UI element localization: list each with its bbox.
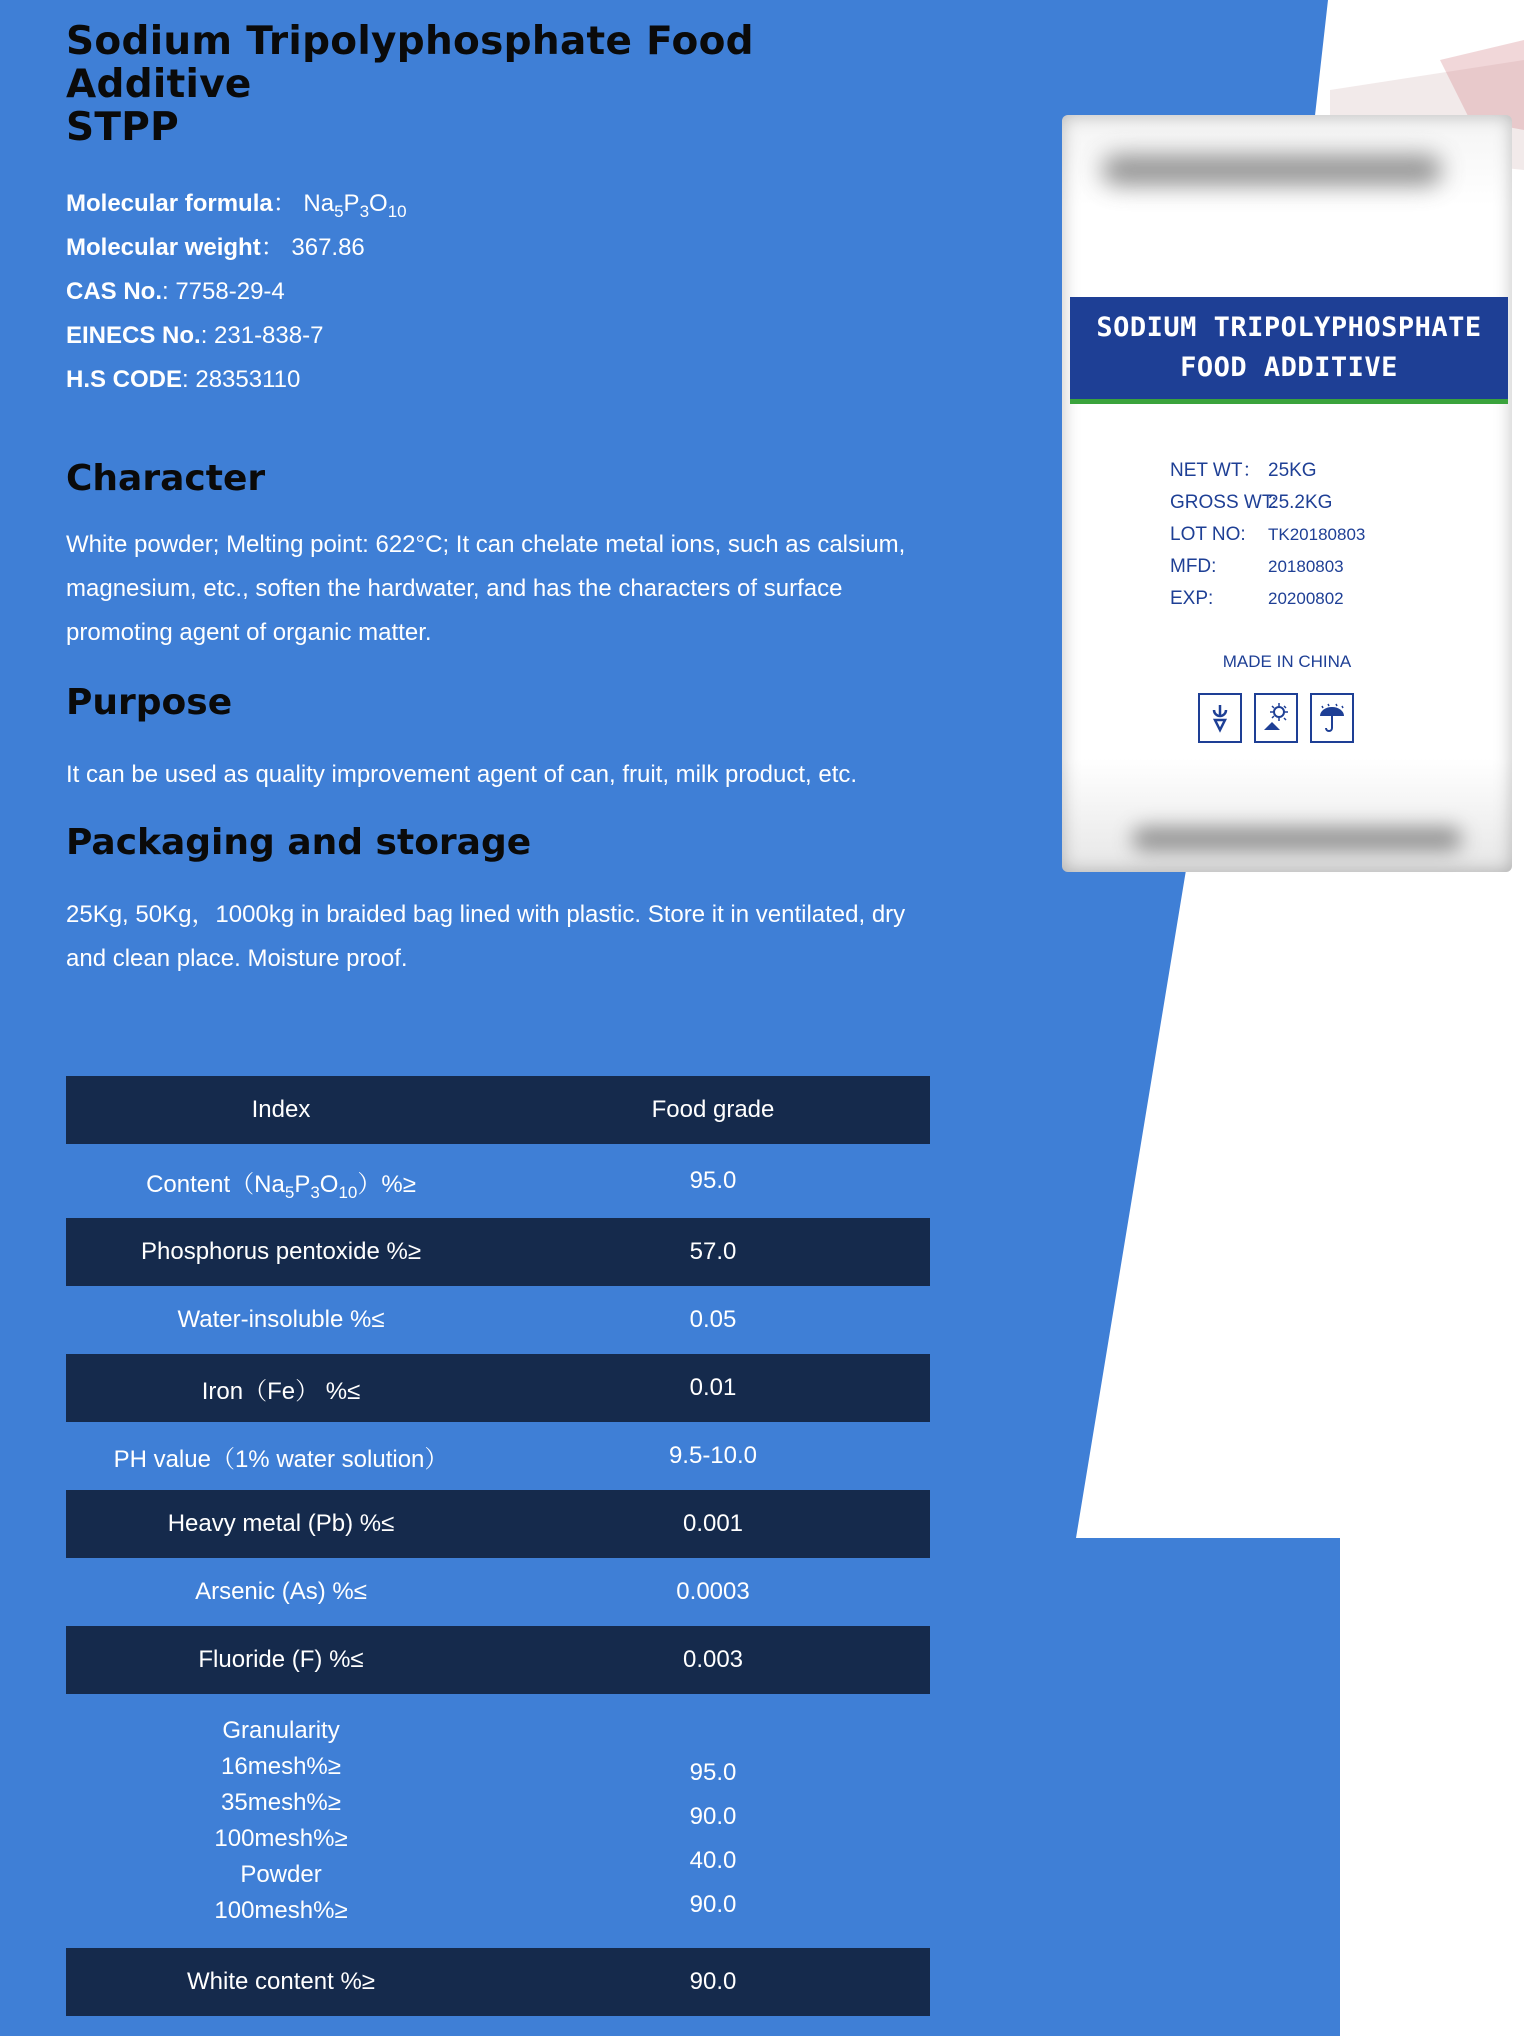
- einecs-label: EINECS No.: [66, 322, 201, 349]
- granularity-value: 95.0: [689, 1759, 737, 1786]
- row-value: 0.003: [496, 1626, 930, 1694]
- table-row: [66, 1354, 930, 1422]
- title-line-1: Sodium Tripolyphosphate Food Additive: [66, 19, 754, 107]
- weight-separator: ：: [260, 234, 285, 261]
- row-value: 9.5-10.0: [668, 1442, 758, 1469]
- bag-bottom-shadow: [1132, 827, 1462, 851]
- granularity-label: 16mesh%≥: [221, 1753, 341, 1780]
- bag-info: [1170, 455, 1365, 615]
- bag-blurred-logo: [1102, 155, 1442, 185]
- weight-label: Molecular weight: [66, 234, 261, 261]
- row-label: Phosphorus pentoxide %≥: [66, 1218, 496, 1286]
- table-row: [66, 1218, 930, 1286]
- specification-table: [66, 1076, 930, 2016]
- row-value: 0.0003: [676, 1578, 750, 1605]
- white-content-label: White content %≥: [66, 1948, 496, 2016]
- table-row: [66, 1286, 930, 1354]
- bag-info-row: MFD: 20180803: [1170, 556, 1344, 577]
- keep-dry-icon: [1310, 693, 1354, 743]
- cas-value: : 7758-29-4: [162, 278, 285, 305]
- content-label: $Content(Na_5P_3O_{10})\%\ge$: [146, 1170, 416, 1202]
- header-food-grade: Food grade: [496, 1076, 930, 1144]
- table-row: [66, 1558, 930, 1626]
- bag-info-row: NET WT： 25KG: [1170, 460, 1317, 481]
- bag-info-row: EXP: 20200802: [1170, 588, 1344, 609]
- granularity-value: 40.0: [689, 1847, 737, 1874]
- granularity-label: Powder: [240, 1861, 322, 1888]
- formula-separator: ：: [272, 190, 297, 217]
- header-index: Index: [66, 1076, 496, 1144]
- spec-formula: [66, 189, 946, 219]
- page-title: [66, 20, 946, 149]
- granularity-values: [496, 1694, 930, 1948]
- formula-value: $Na_5P_3O_{10}$: [303, 190, 407, 221]
- product-bag-image: [1062, 115, 1512, 872]
- row-value: 0.01: [496, 1354, 930, 1422]
- table-row: [66, 1490, 930, 1558]
- table-row: [66, 1626, 930, 1694]
- bag-handling-icons: [1198, 693, 1354, 743]
- row-label: Heavy metal (Pb) %≤: [66, 1490, 496, 1558]
- row-value: 0.05: [689, 1306, 737, 1333]
- character-heading: Character: [66, 458, 266, 499]
- keep-from-sun-icon: [1254, 693, 1298, 743]
- bag-band-line-2: FOOD ADDITIVE: [1180, 352, 1398, 383]
- granularity-label: 100mesh%≥: [214, 1897, 348, 1924]
- title-line-2: STPP: [66, 105, 180, 150]
- table-row-content: [66, 1144, 930, 1218]
- row-label: Fluoride (F) %≤: [66, 1626, 496, 1694]
- cas-label: CAS No.: [66, 278, 162, 305]
- spec-cas: [66, 277, 946, 307]
- granularity-labels: [66, 1694, 496, 1948]
- granularity-value: 90.0: [689, 1891, 737, 1918]
- bag-info-row: LOT NO: TK20180803: [1170, 524, 1366, 545]
- packaging-text: 25Kg, 50Kg，1000kg in braided bag lined with plastic. Store it in ventilated, dry and clean place. Moisture proof.: [66, 901, 906, 972]
- spec-list: [66, 189, 946, 395]
- granularity-label: 35mesh%≥: [221, 1789, 341, 1816]
- content-value: 95.0: [689, 1167, 737, 1194]
- table-row-granularity: [66, 1694, 930, 1948]
- row-label: Arsenic (As) %≤: [195, 1578, 367, 1605]
- row-label: Water-insoluble %≤: [177, 1306, 385, 1333]
- bag-made-in: MADE IN CHINA: [1222, 652, 1352, 671]
- table-row-white-content: [66, 1948, 930, 2016]
- row-label: PH value（1% water solution）: [113, 1445, 449, 1473]
- spec-einecs: [66, 321, 946, 351]
- granularity-value: 90.0: [689, 1803, 737, 1830]
- character-text: White powder; Melting point: 622°C; It can chelate metal ions, such as calsium, magnesium, etc., soften the hardwater, and has the characters of surface promoting agent of organic matter.: [66, 531, 906, 646]
- hs-label: H.S CODE: [66, 366, 183, 393]
- bag-label-band: [1070, 297, 1508, 404]
- row-value: 0.001: [496, 1490, 930, 1558]
- row-label: Iron（Fe） %≤: [66, 1354, 496, 1422]
- weight-value: 367.86: [291, 234, 365, 261]
- white-content-value: 90.0: [496, 1948, 930, 2016]
- row-value: 57.0: [496, 1218, 930, 1286]
- einecs-value: : 231-838-7: [200, 322, 324, 349]
- bag-info-row: GROSS WT:25.2KG: [1170, 492, 1333, 513]
- formula-label: Molecular formula: [66, 190, 273, 217]
- handle-with-care-icon: [1198, 693, 1242, 743]
- spec-hs-code: [66, 365, 946, 395]
- purpose-text: It can be used as quality improvement agent of can, fruit, milk product, etc.: [66, 761, 858, 788]
- bag-band-line-1: SODIUM TRIPOLYPHOSPHATE: [1096, 312, 1482, 343]
- granularity-label: Granularity: [222, 1717, 340, 1744]
- granularity-label: 100mesh%≥: [214, 1825, 348, 1852]
- table-row: [66, 1422, 930, 1490]
- packaging-heading: Packaging and storage: [66, 822, 532, 863]
- spec-weight: [66, 233, 946, 263]
- purpose-heading: Purpose: [66, 682, 233, 723]
- main-content: [66, 20, 946, 981]
- hs-value: : 28353110: [182, 366, 301, 393]
- table-header-row: [66, 1076, 930, 1144]
